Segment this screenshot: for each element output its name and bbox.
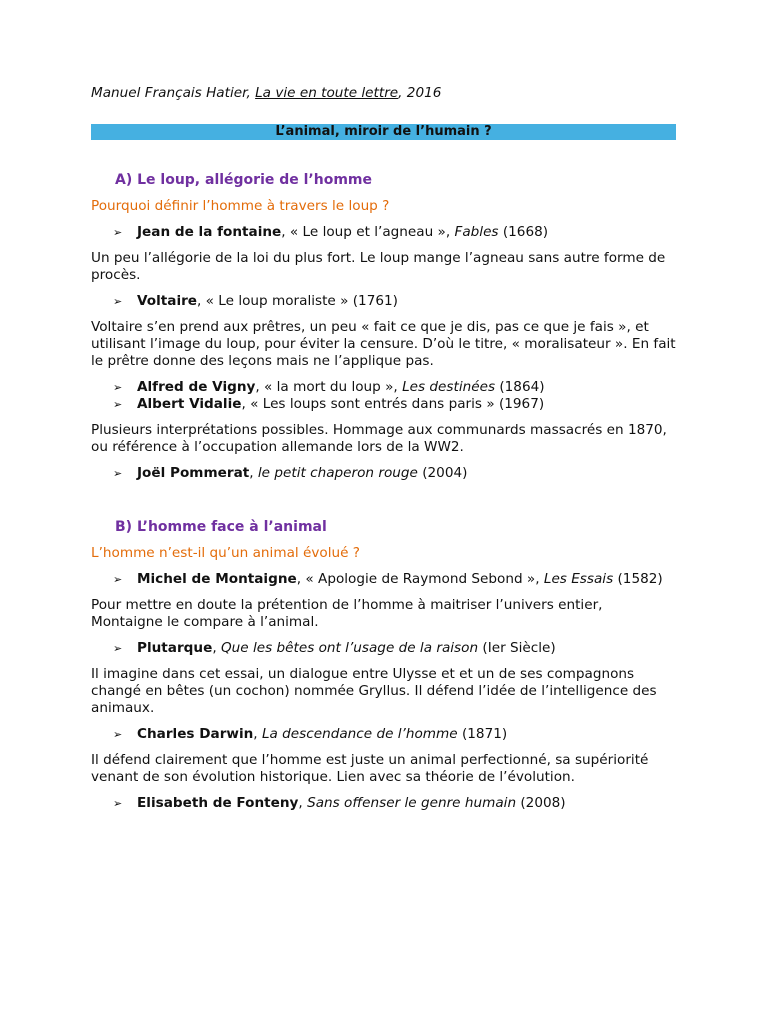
section-a-heading: A) Le loup, allégorie de l’homme (115, 172, 373, 188)
work-text: , « Le loup et l’agneau », (281, 224, 455, 240)
bullet-arrow-icon: ➢ (113, 467, 123, 480)
work-text: , (249, 465, 258, 481)
work-title: Que les bêtes ont l’usage de la raison (220, 640, 479, 656)
bullet-arrow-icon: ➢ (113, 573, 123, 586)
work-text: , « Apologie de Raymond Sebond », (296, 571, 544, 587)
author-name: Jean de la fontaine (137, 224, 282, 240)
bullet-arrow-icon: ➢ (113, 797, 123, 810)
bullet-arrow-icon: ➢ (113, 728, 123, 741)
author-name: Elisabeth de Fonteny (137, 795, 299, 811)
list-item (91, 396, 676, 413)
work-text: , « Le loup moraliste » (1761) (197, 293, 398, 309)
paragraph: Il défend clairement que l’homme est juste un animal perfectionné, sa supériorité venant de son évolution historique. Lien avec sa théorie de l’évolution. (91, 752, 649, 785)
author-name: Albert Vidalie (137, 396, 242, 412)
list-item (91, 571, 676, 588)
work-title: Les Essais (543, 571, 614, 587)
document-page (91, 84, 676, 812)
work-title: La descendance de l’homme (261, 726, 458, 742)
list-item (91, 640, 676, 657)
paragraph: Pour mettre en doute la prétention de l’homme à maitriser l’univers entier, Montaigne le compare à l’animal. (91, 597, 603, 630)
author-name: Michel de Montaigne (137, 571, 297, 587)
list-item (91, 726, 676, 743)
work-title: Sans offenser le genre humain (307, 795, 517, 811)
list-item (91, 293, 676, 310)
paragraph: Il imagine dans cet essai, un dialogue entre Ulysse et et un de ses compagnons changé en bêtes (un cochon) nommée Gryllus. Il défend l’idée de l’intelligence des animaux. (91, 666, 657, 716)
source-suffix: , 2016 (398, 85, 442, 101)
work-year: (1871) (457, 726, 508, 742)
author-name: Plutarque (137, 640, 213, 656)
author-name: Joël Pommerat (137, 465, 250, 481)
bullet-arrow-icon: ➢ (113, 642, 123, 655)
list-item (91, 224, 676, 241)
work-text: , « Les loups sont entrés dans paris » (1967) (241, 396, 545, 412)
bullet-arrow-icon: ➢ (113, 226, 123, 239)
paragraph: Plusieurs interprétations possibles. Hommage aux communards massacrés en 1870, ou référence à l’occupation allemande lors de la WW2. (91, 422, 667, 455)
work-text: , (212, 640, 221, 656)
bullet-arrow-icon: ➢ (113, 295, 123, 308)
author-name: Alfred de Vigny (137, 379, 256, 395)
work-year: (Ier Siècle) (478, 640, 556, 656)
work-text: , (253, 726, 262, 742)
work-year: (2008) (516, 795, 566, 811)
bullet-arrow-icon: ➢ (113, 398, 123, 411)
source-reference (91, 84, 676, 102)
list-item (91, 465, 676, 482)
section-a-question: Pourquoi définir l’homme à travers le loup ? (91, 198, 390, 214)
work-year: (1864) (495, 379, 545, 395)
source-book-title: La vie en toute lettre (255, 85, 399, 101)
list-item (91, 795, 676, 812)
section-b-question: L’homme n’est-il qu’un animal évolué ? (91, 545, 361, 561)
work-year: (1582) (613, 571, 663, 587)
author-name: Charles Darwin (137, 726, 254, 742)
work-title: Fables (454, 224, 499, 240)
source-prefix: Manuel Français Hatier, (91, 85, 256, 101)
work-text: , (298, 795, 308, 811)
list-item (91, 379, 676, 396)
section-b-heading: B) L’homme face à l’animal (115, 519, 327, 535)
paragraph: Un peu l’allégorie de la loi du plus fort. Le loup mange l’agneau sans autre forme de procès. (91, 250, 666, 283)
bullet-arrow-icon: ➢ (113, 381, 123, 394)
author-name: Voltaire (137, 293, 198, 309)
work-year: (1668) (498, 224, 549, 240)
paragraph: Voltaire s’en prend aux prêtres, un peu « fait ce que je dis, pas ce que je fais », et utilisant l’image du loup, pour éviter la censure. D’où le titre, « moralisateur ». En fait le prêtre donne des leçons mais ne l’applique pas. (91, 319, 676, 369)
work-title: Les destinées (402, 379, 496, 395)
work-title: le petit chaperon rouge (257, 465, 418, 481)
work-text: , « la mort du loup », (255, 379, 403, 395)
banner-title: L’animal, miroir de l’humain ? (91, 124, 676, 140)
work-year: (2004) (417, 465, 468, 481)
